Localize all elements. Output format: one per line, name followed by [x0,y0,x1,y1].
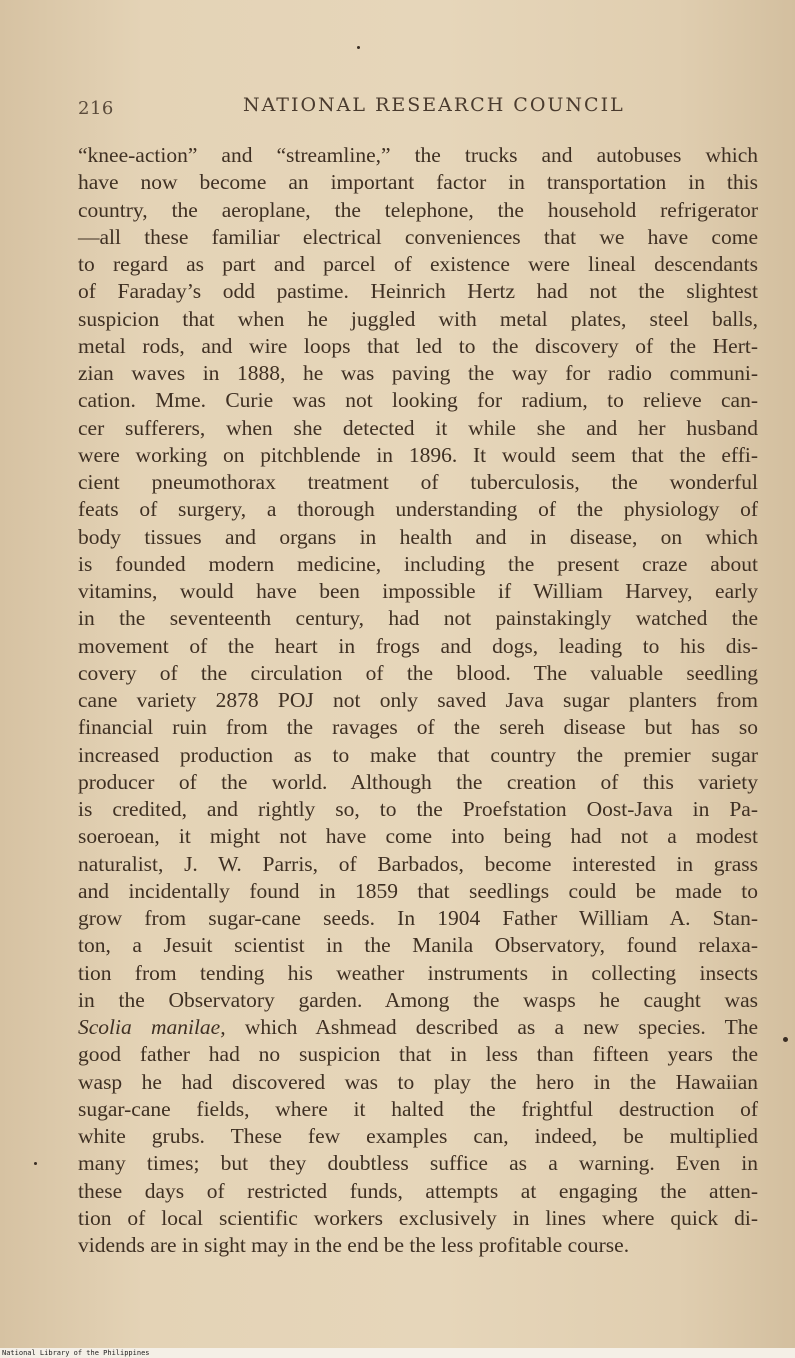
text-line: metal rods, and wire loops that led to the discovery of the Hert- [78,333,758,358]
library-credit: National Library of the Philippines [2,1349,150,1357]
text-line: good father had no suspicion that in less than fifteen years the [78,1042,758,1067]
page-header [78,92,758,120]
text-line: in the seventeenth century, had not painstakingly watched the [78,606,758,631]
text-line: country, the aeroplane, the telephone, the household refrigerator [78,197,758,222]
running-head: NATIONAL RESEARCH COUNCIL [243,94,625,116]
text-line: to regard as part and parcel of existence were lineal descendants [78,252,758,276]
text-line: have now become an important factor in transportation in this [78,170,758,195]
text-line: wasp he had discovered was to play the hero in the Hawaiian [78,1069,758,1094]
text-line: suspicion that when he juggled with metal plates, steel balls, [78,306,758,331]
page-number: 216 [78,98,114,119]
scan-footer [0,1348,795,1358]
text-line: were working on pitchblende in 1896. It would seem that the effi- [78,442,758,467]
text-line: sugar-cane fields, where it halted the frightful destruction of [78,1096,758,1121]
species-name: Scolia manilae, [78,1015,226,1039]
text-line: cer sufferers, when she detected it while she and her husband [78,415,758,440]
body-text [78,142,758,1259]
text-line: body tissues and organs in health and in disease, on which [78,524,758,549]
text-line: cient pneumothorax treatment of tuberculosis, the wonderful [78,470,758,494]
text-line: grow from sugar-cane seeds. In 1904 Father William A. Stan- [78,906,758,930]
text-line: movement of the heart in frogs and dogs, leading to his dis- [78,633,758,658]
text-line-species [78,1014,758,1041]
text-line: in the Observatory garden. Among the wasps he caught was [78,987,758,1012]
text-line: “knee-action” and “streamline,” the trucks and autobuses which [78,143,758,167]
text-line: feats of surgery, a thorough understanding of the physiology of [78,497,758,522]
text-line: and incidentally found in 1859 that seedlings could be made to [78,878,758,903]
text-line: covery of the circulation of the blood. The valuable seedling [78,660,758,685]
text-line: increased production as to make that country the premier sugar [78,742,758,767]
text-line: white grubs. These few examples can, indeed, be multiplied [78,1124,758,1148]
paper-speck [783,1037,788,1042]
text-line: is credited, and rightly so, to the Proefstation Oost-Java in Pa- [78,797,758,821]
text-line: of Faraday’s odd pastime. Heinrich Hertz had not the slightest [78,279,758,304]
text-line: —all these familiar electrical conveniences that we have come [78,224,758,249]
text-line: vitamins, would have been impossible if William Harvey, early [78,579,758,603]
text-line: is founded modern medicine, including the present craze about [78,551,758,576]
text-line: vidends are in sight may in the end be the less profitable course. [78,1233,630,1257]
text-line: these days of restricted funds, attempts at engaging the atten- [78,1178,758,1203]
text-line: cane variety 2878 POJ not only saved Java sugar planters from [78,688,758,712]
text-line: tion of local scientific workers exclusively in lines where quick di- [78,1205,758,1230]
species-line-rest: which Ashmead described as a new species. The [244,1015,758,1039]
text-line: cation. Mme. Curie was not looking for radium, to relieve can- [78,388,758,413]
text-line: naturalist, J. W. Parris, of Barbados, become interested in grass [78,851,758,876]
text-line: zian waves in 1888, he was paving the way for radio communi- [78,361,758,385]
text-line: producer of the world. Although the creation of this variety [78,769,758,794]
text-line: tion from tending his weather instruments in collecting insects [78,960,758,985]
text-line: soeroean, it might not have come into being had not a modest [78,824,758,849]
text-line: many times; but they doubtless suffice as a warning. Even in [78,1151,758,1176]
text-line: ton, a Jesuit scientist in the Manila Observatory, found relaxa- [78,933,758,958]
text-line: financial ruin from the ravages of the sereh disease but has so [78,715,758,740]
paper-speck [34,1162,37,1165]
paper-speck [357,46,360,49]
